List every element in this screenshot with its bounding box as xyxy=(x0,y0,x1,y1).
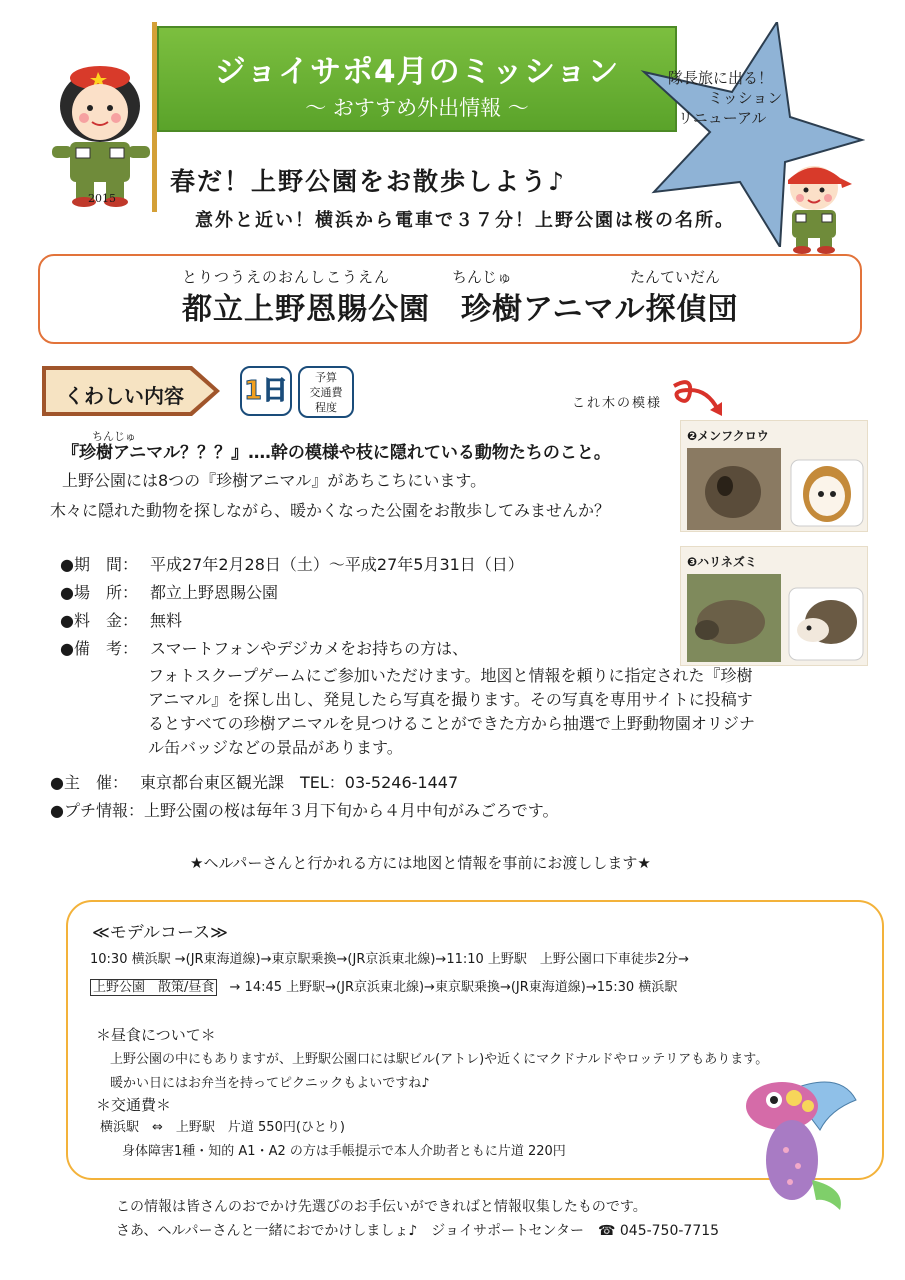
info-tip xyxy=(50,798,559,821)
details-label: くわしい内容 xyxy=(64,384,184,408)
notes-line: フォトスクープゲームにご参加いただけます。地図と情報を頼りに指定された『珍樹 xyxy=(148,666,753,685)
cost-line-3: 程度 xyxy=(315,401,337,414)
period-value: 平成27年2月28日（土）〜平成27年5月31日（日） xyxy=(150,555,524,574)
helper-note: ★ヘルパーさんと行かれる方には地図と情報を事前にお渡しします★ xyxy=(190,854,651,872)
tip-label: ●プチ情報： xyxy=(50,801,144,820)
dragon-mascot-icon xyxy=(720,1070,860,1220)
footer-line-1: この情報は皆さんのおでかけ先選びのお手伝いができればと情報収集したものです。 xyxy=(116,1199,647,1215)
info-notes xyxy=(60,636,468,659)
notes-line: るとすべての珍樹アニマルを見つけることができた方から抽選で上野動物園オリジナ xyxy=(148,714,755,733)
lunch-text-2: 暖かい日にはお弁当を持ってピクニックもよいですね♪ xyxy=(110,1076,430,1091)
notes-line: ル缶バッジなどの景品があります。 xyxy=(148,738,403,757)
star-line-3: リニューアル xyxy=(678,109,767,127)
model-course-title: ≪モデルコース≫ xyxy=(92,923,228,943)
curved-arrow-icon xyxy=(670,376,730,421)
tree-pattern-note: これ木の模様 xyxy=(572,396,663,411)
tip-value: 上野公園の桜は毎年３月下旬から４月中旬がみごろです。 xyxy=(143,801,559,820)
star-line-1: 隊長旅に出る！ xyxy=(668,69,774,87)
fare-heading: ＊交通費＊ xyxy=(96,1096,172,1114)
banner-subtitle: 〜 おすすめ外出情報 〜 xyxy=(305,96,529,120)
intro-ruby: ちんじゅ xyxy=(92,430,136,443)
star-line-2: ミッション xyxy=(708,89,783,107)
photo-label-owl: ❷メンフクロウ xyxy=(687,429,769,443)
lunch-text-1: 上野公園の中にもありますが、上野駅公園口には駅ビル(アトレ)や近くにマクドナルドやロッテリアもあります。 xyxy=(110,1052,769,1067)
place-value: 都立上野恩賜公園 xyxy=(150,583,279,602)
cost-line-2: 交通費 xyxy=(309,386,343,399)
photo-card-owl xyxy=(680,420,868,532)
ruby-chinju: ちんじゅ xyxy=(452,268,513,286)
day-badge: 1日 xyxy=(240,366,292,416)
fee-label: ●料 金： xyxy=(60,611,138,630)
info-place xyxy=(60,580,278,603)
intro-lead: 『珍樹アニマル？？？』‥‥幹の模様や枝に隠れている動物たちのこと。 xyxy=(62,443,611,463)
info-fee xyxy=(60,608,182,631)
notes-first-line: スマートフォンやデジカメをお持ちの方は、 xyxy=(150,639,469,658)
hedgehog-photos-image xyxy=(681,570,869,666)
park-title: 都立上野恩賜公園 珍樹アニマル探偵団 xyxy=(182,292,739,327)
period-label: ●期 間： xyxy=(60,555,138,574)
footer-line-2: さあ、ヘルパーさんと一緒におでかけしましょ♪ ジョイサポートセンター ☎ 045-750-7715 xyxy=(116,1223,720,1239)
mascot-boy-icon xyxy=(776,160,856,255)
fare-text-1: 横浜駅 ⇔ 上野駅 片道 550円(ひとり) xyxy=(100,1120,345,1135)
lunch-heading: ＊昼食について＊ xyxy=(96,1026,216,1044)
info-host xyxy=(50,770,458,793)
photo-label-hedgehog: ❸ハリネズミ xyxy=(687,555,757,569)
banner-title: ジョイサポ4月のミッション xyxy=(214,54,620,90)
intro-paragraph-1: 上野公園には8つの『珍樹アニマル』があちこちにいます。 xyxy=(62,471,487,490)
course-line-2-route: → 14:45 上野駅→(JR京浜東北線)→東京駅乗換→(JR東海道線)→15:30 横浜駅 xyxy=(229,980,678,995)
fee-value: 無料 xyxy=(150,611,183,630)
course-stop-box: 上野公園 散策/昼食 xyxy=(90,979,217,996)
ruby-park-name: とりつうえのおんしこうえん xyxy=(182,268,391,286)
photo-card-hedgehog xyxy=(680,546,868,666)
mascot-captain-icon xyxy=(40,64,155,209)
headline-main: 春だ！上野公園をお散歩しよう♪ xyxy=(170,167,566,196)
course-line-1: 10:30 横浜駅 →(JR東海道線)→東京駅乗換→(JR京浜東北線)→11:10 上野駅 上野公園口下車徒歩2分→ xyxy=(90,952,690,967)
info-period xyxy=(60,552,524,575)
notes-label: ●備 考： xyxy=(60,639,138,658)
ruby-tanteidan: たんていだん xyxy=(630,268,721,286)
cost-badge xyxy=(298,366,354,418)
cost-line-1: 予算 xyxy=(315,371,337,384)
intro-paragraph-2: 木々に隠れた動物を探しながら、暖かくなった公園をお散歩してみませんか？ xyxy=(50,501,611,520)
star-text xyxy=(668,68,808,128)
owl-photos-image xyxy=(681,444,869,532)
course-line-2 xyxy=(90,976,677,995)
headline-sub: 意外と近い！横浜から電車で３７分！上野公園は桜の名所。 xyxy=(195,210,735,231)
host-label: ●主 催： xyxy=(50,773,128,792)
host-value: 東京都台東区観光課 TEL：03-5246-1447 xyxy=(140,773,459,792)
place-label: ●場 所： xyxy=(60,583,138,602)
mascot-year: 2015 xyxy=(88,192,116,205)
notes-line: アニマル』を探し出し、発見したら写真を撮ります。その写真を専用サイトに投稿す xyxy=(148,690,753,709)
notes-continuation xyxy=(148,664,868,760)
fare-text-2: 身体障害1種・知的 A1・A2 の方は手帳提示で本人介助者ともに片道 220円 xyxy=(122,1144,566,1159)
